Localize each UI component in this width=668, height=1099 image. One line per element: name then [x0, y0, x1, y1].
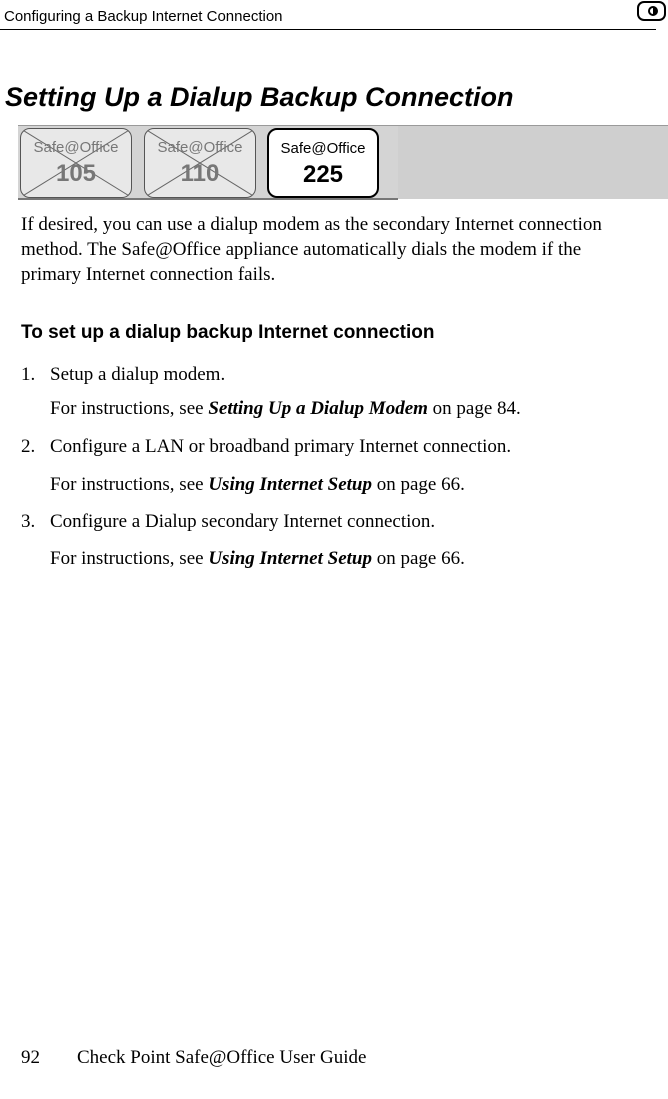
ref-suffix: on page 66.	[371, 548, 465, 569]
intro-line: method. The Safe@Office appliance automatically dials the modem if the	[21, 239, 582, 260]
page-footer	[21, 1047, 366, 1069]
step-number: 2.	[21, 436, 36, 457]
banner-fade	[398, 126, 668, 199]
guide-title: Check Point Safe@Office User Guide	[77, 1047, 367, 1068]
step-3-reference	[50, 548, 465, 570]
product-brand: Safe@Office	[33, 139, 119, 156]
banner-underline	[18, 198, 398, 200]
product-model: 225	[302, 161, 344, 188]
header-title: Configuring a Backup Internet Connection	[4, 8, 283, 25]
step-2-reference	[50, 474, 465, 496]
product-badge-110	[144, 128, 256, 198]
product-applicability-banner	[18, 125, 668, 199]
procedure-heading: To set up a dialup backup Internet connection	[21, 322, 435, 343]
ref-suffix: on page 84.	[427, 398, 521, 419]
page-title: Setting Up a Dialup Backup Connection	[5, 82, 514, 112]
page-header	[0, 0, 656, 30]
ref-link[interactable]: Using Internet Setup	[208, 548, 372, 569]
step-number: 3.	[21, 511, 36, 532]
ref-prefix: For instructions, see	[50, 398, 209, 419]
intro-paragraph	[21, 212, 661, 287]
ref-link[interactable]: Using Internet Setup	[208, 474, 372, 495]
intro-line: If desired, you can use a dialup modem as the secondary Internet connection	[21, 214, 602, 235]
page-number: 92	[21, 1047, 40, 1068]
step-1-reference	[50, 398, 521, 420]
checkpoint-logo-icon	[637, 1, 666, 21]
ref-prefix: For instructions, see	[50, 474, 209, 495]
logo-dot	[648, 6, 658, 16]
ref-suffix: on page 66.	[371, 474, 465, 495]
product-model: 105	[55, 160, 97, 187]
ref-link[interactable]: Setting Up a Dialup Modem	[208, 398, 428, 419]
step-2	[21, 436, 511, 458]
intro-line: primary Internet connection fails.	[21, 264, 276, 285]
step-text: Setup a dialup modem.	[50, 364, 226, 385]
step-text: Configure a Dialup secondary Internet connection.	[50, 511, 436, 532]
step-text: Configure a LAN or broadband primary Internet connection.	[50, 436, 512, 457]
product-badge-105	[20, 128, 132, 198]
step-1	[21, 364, 225, 386]
step-number: 1.	[21, 364, 36, 385]
step-3	[21, 511, 435, 533]
product-brand: Safe@Office	[157, 139, 243, 156]
product-model: 110	[180, 160, 220, 187]
product-brand: Safe@Office	[280, 140, 366, 157]
product-badge-225	[267, 128, 379, 198]
ref-prefix: For instructions, see	[50, 548, 209, 569]
